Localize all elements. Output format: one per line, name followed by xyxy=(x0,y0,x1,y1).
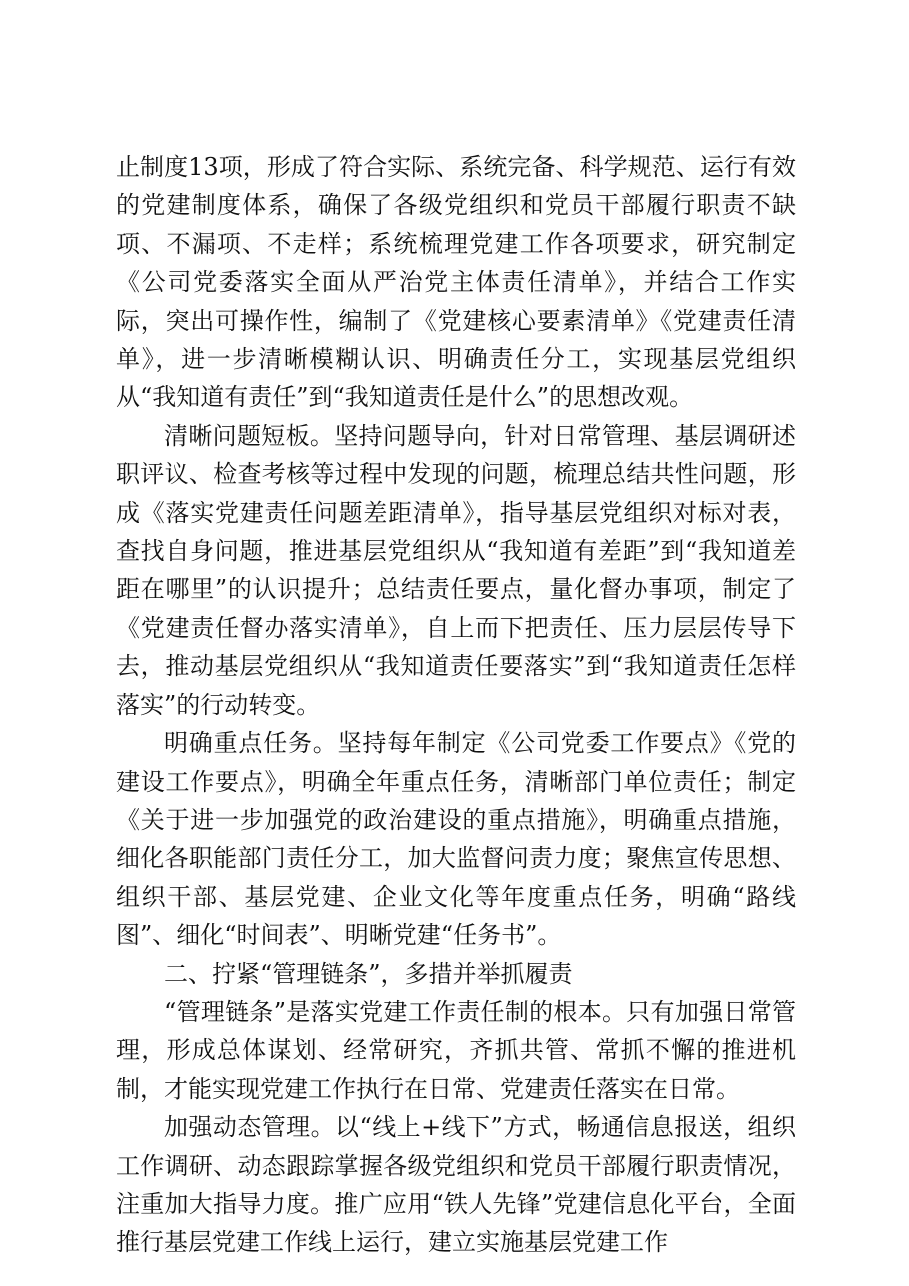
paragraph-1: 止制度13项，形成了符合实际、系统完备、科学规范、运行有效的党建制度体系，确保了各级党组织和党员干部履行职责不缺项、不漏项、不走样；系统梳理党建工作各项要求，研究制定《公司党委落实全面从严治党主体责任清单》，并结合工作实际，突出可操作性，编制了《党建核心要素清单》《党建责任清单》，进一步清晰模糊认识、明确责任分工，实现基层党组织从“我知道有责任”到“我知道责任是什么”的思想改观。 xyxy=(116,153,796,412)
paragraph-2: 清晰问题短板。坚持问题导向，针对日常管理、基层调研述职评议、检查考核等过程中发现的问题，梳理总结共性问题，形成《落实党建责任问题差距清单》，指导基层党组织对标对表，查找自身问题，推进基层党组织从“我知道有差距”到“我知道差距在哪里”的认识提升；总结责任要点，量化督办事项，制定了《党建责任督办落实清单》，自上而下把责任、压力层层传导下去，推动基层党组织从“我知道责任要落实”到“我知道责任怎样落实”的行动转变。 xyxy=(116,421,796,719)
section-heading: 二、拧紧“管理链条”，多措并举抓履责 xyxy=(164,959,573,988)
paragraph-4: “管理链条”是落实党建工作责任制的根本。只有加强日常管理，形成总体谋划、经常研究，齐抓共管、常抓不懈的推进机制，才能实现党建工作执行在日常、党建责任落实在日常。 xyxy=(116,997,796,1103)
document-body xyxy=(116,148,796,1262)
paragraph-3: 明确重点任务。坚持每年制定《公司党委工作要点》《党的建设工作要点》，明确全年重点任务，清晰部门单位责任；制定《关于进一步加强党的政治建设的重点措施》，明确重点措施，细化各职能部门责任分工，加大监督问责力度；聚焦宣传思想、组织干部、基层党建、企业文化等年度重点任务，明确“路线图”、细化“时间表”、明晰党建“任务书”。 xyxy=(116,729,796,950)
paragraph-5: 加强动态管理。以“线上+线下”方式，畅通信息报送，组织工作调研、动态跟踪掌握各级党组织和党员干部履行职责情况，注重加大指导力度。推广应用“铁人先锋”党建信息化平台，全面推行基层党建工作线上运行，建立实施基层党建工作 xyxy=(116,1113,796,1257)
